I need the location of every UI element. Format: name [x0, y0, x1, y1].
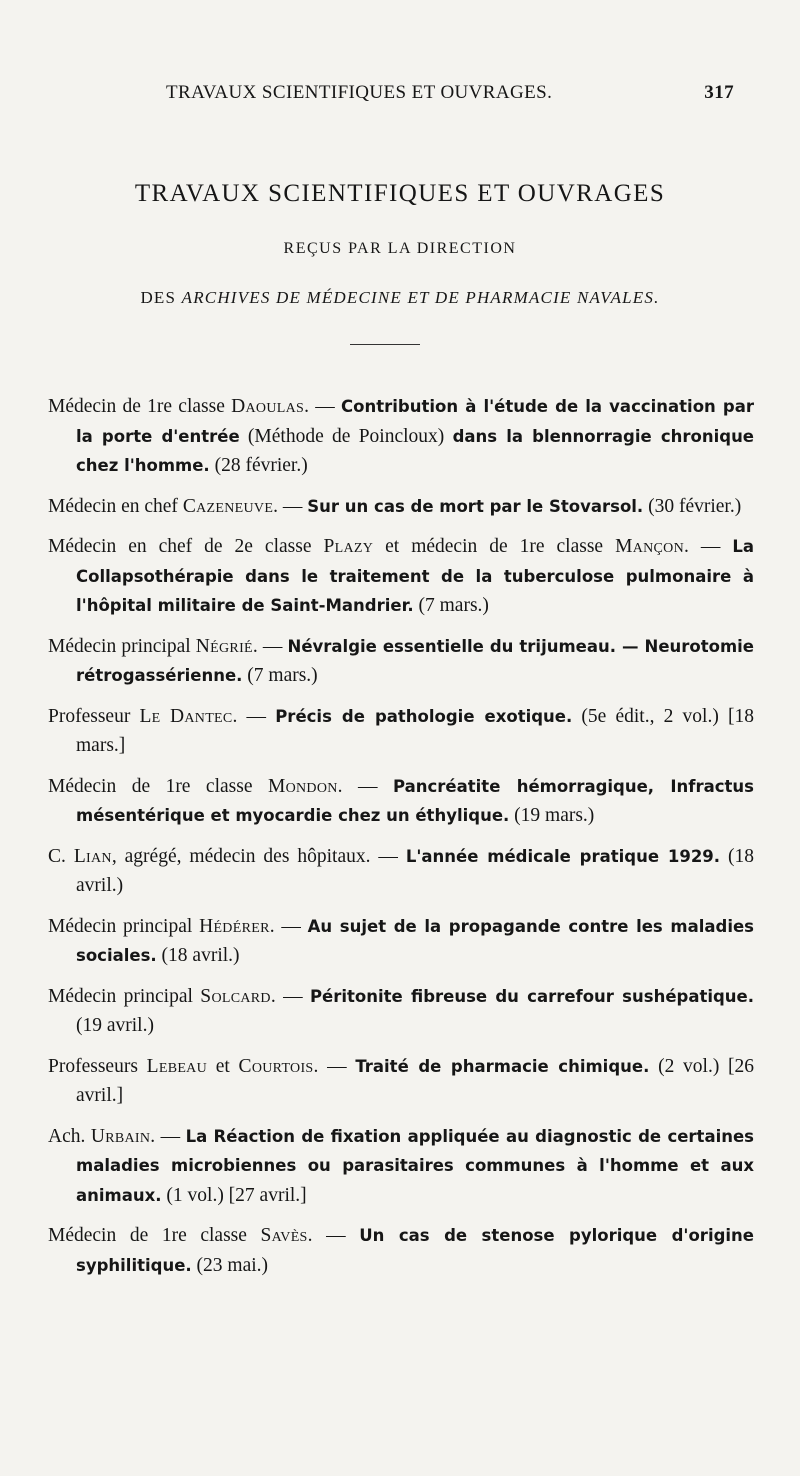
entry-author-name: Mondon: [267, 775, 338, 797]
entry-author-name: Hédérer: [199, 915, 270, 937]
section-subtitle: REÇUS PAR LA DIRECTION: [283, 240, 517, 257]
entry: [48, 842, 754, 901]
entry-date: (18 avril.): [156, 945, 240, 966]
entry-author-name: Lian: [73, 845, 112, 867]
entry-author-name: Plazy: [323, 536, 374, 557]
entry: [48, 772, 754, 831]
entry-date: (30 février.): [643, 495, 742, 517]
entry-work-title: Péritonite fibreuse du carrefour sushépatique.: [309, 986, 755, 1006]
entry-date: (18 avril.): [76, 845, 754, 896]
entry-work-title: Précis de pathologie exotique.: [275, 706, 573, 726]
entry-work-title: Sur un cas de mort par le Stovarsol.: [307, 496, 644, 516]
entry: [48, 1122, 754, 1211]
entry-separator: . —: [273, 495, 308, 517]
entry-separator: . —: [232, 705, 276, 727]
entry-separator: . —: [150, 1125, 186, 1147]
entry-separator: et médecin de 1re classe: [373, 536, 616, 557]
entry-separator: . —: [304, 396, 342, 417]
section-subtitle-journal: [0, 288, 800, 308]
entry-work-title: La Réaction de fixation appliquée au diagnostic de certaines maladies microbiennes ou parasitaires communes à l'homme et aux animaux.: [76, 1126, 754, 1205]
entry-author-title: Professeurs: [48, 1055, 147, 1077]
entry-author-name: Daoulas: [231, 396, 305, 417]
entry: [48, 492, 754, 522]
entry-author-title: Professeur: [48, 705, 140, 727]
entry-author-name: Cazeneuve: [182, 495, 274, 517]
entry-work-note: (Méthode de Poincloux): [239, 425, 453, 447]
entry-author-title: Médecin principal: [48, 985, 201, 1007]
entry-work-title-cont: dans la blennorragie chronique chez l'homme.: [76, 426, 754, 475]
entry-author-name: Solcard: [200, 985, 271, 1007]
entry-author-title: Médecin en chef de 2e classe: [48, 536, 324, 557]
entry-author-title: Médecin en chef: [48, 495, 183, 517]
entry-author-title: Médecin de 1re classe: [48, 1225, 261, 1246]
entry-author-name-2: Mançon: [615, 536, 684, 557]
entry-author-title: C.: [48, 845, 74, 867]
journal-prefix: DES: [140, 288, 177, 307]
entry: [48, 532, 754, 621]
entry-author-name: Lebeau: [146, 1055, 207, 1077]
entry: [48, 912, 754, 971]
entry-date: (19 mars.): [509, 805, 595, 826]
entry-work-title: Contribution à l'étude de la vaccination par la porte d'entrée: [76, 397, 755, 446]
entry-date: (5e édit., 2 vol.) [18 mars.]: [76, 705, 754, 756]
entry-separator-2: . —: [313, 1055, 356, 1077]
separator-rule: [350, 344, 420, 345]
entry-work-title: L'année médicale pratique 1929.: [405, 846, 721, 866]
entry-author-title: Médecin principal: [48, 635, 196, 657]
journal-name: ARCHIVES DE MÉDECINE ET DE PHARMACIE NAVALES.: [181, 288, 660, 307]
entry-work-title: Traité de pharmacie chimique.: [355, 1056, 650, 1076]
entry-date: (19 avril.): [76, 1015, 154, 1036]
entry-work-title: Un cas de stenose pylorique d'origine syphilitique.: [76, 1226, 754, 1275]
entry-author-name-2: Courtois: [238, 1055, 314, 1077]
entry-author-name: Négrié: [195, 635, 253, 657]
entry-author-name: Urbain: [90, 1125, 151, 1147]
entry: [48, 702, 754, 761]
entry-separator-2: . —: [684, 536, 733, 557]
entry-date: (1 vol.) [27 avril.]: [161, 1184, 307, 1206]
entry: [48, 1221, 754, 1280]
entry-separator: . —: [337, 775, 393, 797]
entry-separator: . —: [270, 985, 310, 1007]
entry-work-title: Au sujet de la propagande contre les maladies sociales.: [76, 916, 754, 965]
entry-list: [48, 392, 754, 1291]
entry-date: (28 février.): [209, 455, 308, 476]
running-head: [166, 82, 734, 104]
entry-author-name: Le Dantec: [139, 705, 233, 727]
entry-separator: . —: [307, 1225, 360, 1246]
entry-author-title: Médecin de 1re classe: [48, 396, 232, 417]
entry-date: (2 vol.) [26 avril.]: [76, 1055, 755, 1106]
entry-author-title: Médecin principal: [48, 915, 200, 937]
section-title: TRAVAUX SCIENTIFIQUES ET OUVRAGES: [134, 180, 666, 207]
entry: [48, 1052, 754, 1111]
entry-author-name: Savès: [260, 1225, 308, 1246]
entry: [48, 982, 754, 1041]
entry-date: (7 mars.): [413, 595, 489, 616]
running-head-title: TRAVAUX SCIENTIFIQUES ET OUVRAGES.: [166, 82, 553, 103]
entry-separator: , agrégé, médecin des hôpitaux. —: [111, 845, 406, 867]
entry-work-title: Pancréatite hémorragique, Infractus mésentérique et myocardie chez un éthylique.: [76, 776, 754, 825]
entry-author-title: Ach.: [48, 1125, 91, 1147]
entry-separator: . —: [269, 915, 308, 937]
entry-work-title: La Collapsothérapie dans le traitement de la tuberculose pulmonaire à l'hôpital militaire de Saint-Mandrier.: [76, 537, 755, 615]
entry-date: (23 mai.): [191, 1254, 269, 1276]
entry-date: (7 mars.): [242, 665, 318, 686]
entry: [48, 392, 754, 481]
entry-work-title: Névralgie essentielle du trijumeau. — Neurotomie rétrogassérienne.: [76, 636, 754, 685]
entry: [48, 632, 754, 691]
page-number: 317: [704, 82, 734, 103]
entry-separator: et: [207, 1055, 239, 1077]
entry-author-title: Médecin de 1re classe: [48, 775, 268, 797]
entry-separator: . —: [252, 635, 288, 657]
